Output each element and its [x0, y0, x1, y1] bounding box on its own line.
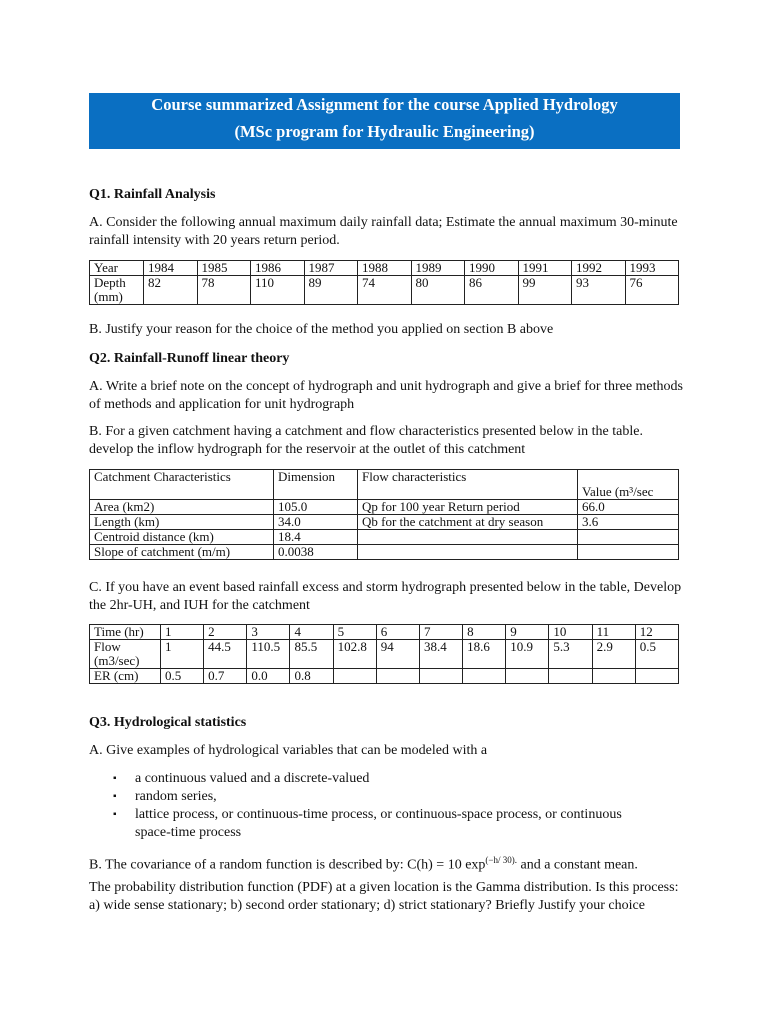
depth-label	[90, 276, 144, 305]
year-cell: 1984	[144, 261, 198, 276]
q2-b-line1: B. For a given catchment having a catchment and flow characteristics presented below in the table.	[89, 424, 643, 439]
depth-cell: 86	[465, 276, 519, 305]
depth-label-2: (mm)	[94, 289, 123, 304]
er-cell	[635, 669, 678, 684]
flow-cell: 85.5	[290, 640, 333, 669]
year-cell: 1986	[251, 261, 305, 276]
catchment-cell: Length (km)	[90, 515, 274, 530]
year-cell: 1991	[518, 261, 572, 276]
year-label: Year	[90, 261, 144, 276]
time-cell: 5	[333, 625, 376, 640]
q3-b-exponent: (−h/ 30).	[485, 855, 517, 865]
flow-cell: 94	[376, 640, 419, 669]
banner-subtitle: (MSc program for Hydraulic Engineering)	[234, 122, 535, 141]
time-label: Time (hr)	[90, 625, 161, 640]
catchment-table	[89, 469, 679, 560]
flow-cell: 0.5	[635, 640, 678, 669]
year-cell: 1993	[625, 261, 679, 276]
q1-a-line1: A. Consider the following annual maximum daily rainfall data; Estimate the annual maximum 30-minute	[89, 215, 678, 230]
flow-cell: 10.9	[506, 640, 549, 669]
q3-a: A. Give examples of hydrological variables that can be modeled with a	[89, 743, 488, 758]
title-banner	[89, 93, 680, 149]
year-cell: 1992	[572, 261, 626, 276]
flow-cell: 38.4	[419, 640, 462, 669]
table-row	[90, 515, 679, 530]
depth-cell: 78	[197, 276, 251, 305]
er-cell: 0.8	[290, 669, 333, 684]
time-cell: 1	[161, 625, 204, 640]
q3-heading: Q3. Hydrological statistics	[89, 715, 247, 730]
q2-b-line2: develop the inflow hydrograph for the reservoir at the outlet of this catchment	[89, 442, 526, 457]
q2-c-line1: C. If you have an event based rainfall excess and storm hydrograph presented below in the table, Develop	[89, 580, 682, 595]
time-cell: 7	[419, 625, 462, 640]
time-cell: 8	[463, 625, 506, 640]
year-cell: 1985	[197, 261, 251, 276]
flow-cell	[358, 545, 578, 560]
dimension-cell: 18.4	[274, 530, 358, 545]
er-cell	[549, 669, 592, 684]
header-flow: Flow characteristics	[358, 470, 578, 500]
depth-row	[90, 276, 679, 305]
q1-a-line2: rainfall intensity with 20 years return period.	[89, 233, 340, 248]
time-cell: 6	[376, 625, 419, 640]
flow-cell: 2.9	[592, 640, 635, 669]
q3-bullet-list	[113, 770, 673, 842]
q3-pdf-line1: The probability distribution function (PDF) at a given location is the Gamma distribution. Is this process:	[89, 880, 679, 895]
time-cell: 4	[290, 625, 333, 640]
er-row	[90, 669, 679, 684]
value-cell: 3.6	[578, 515, 679, 530]
year-cell: 1989	[411, 261, 465, 276]
flow-cell: Qb for the catchment at dry season	[358, 515, 578, 530]
er-cell	[376, 669, 419, 684]
flow-label-2: (m3/sec)	[94, 653, 140, 668]
year-cell: 1987	[304, 261, 358, 276]
flow-cell: 1	[161, 640, 204, 669]
dimension-cell: 34.0	[274, 515, 358, 530]
er-cell	[506, 669, 549, 684]
flow-label-1: Flow	[94, 639, 121, 654]
flow-cell: 102.8	[333, 640, 376, 669]
time-cell: 10	[549, 625, 592, 640]
catchment-cell: Area (km2)	[90, 500, 274, 515]
catchment-cell: Slope of catchment (m/m)	[90, 545, 274, 560]
flow-cell: 18.6	[463, 640, 506, 669]
time-cell: 11	[592, 625, 635, 640]
table-row	[90, 530, 679, 545]
q2-a-line2: of methods and application for unit hydrograph	[89, 397, 355, 412]
flow-cell: 5.3	[549, 640, 592, 669]
table-row	[90, 500, 679, 515]
depth-cell: 99	[518, 276, 572, 305]
catchment-cell: Centroid distance (km)	[90, 530, 274, 545]
depth-cell: 82	[144, 276, 198, 305]
er-cell	[419, 669, 462, 684]
depth-cell: 80	[411, 276, 465, 305]
depth-cell: 74	[358, 276, 412, 305]
er-cell: 0.5	[161, 669, 204, 684]
rainfall-table	[89, 260, 679, 305]
catchment-header-row	[90, 470, 679, 500]
value-cell	[578, 545, 679, 560]
list-item: ▪ lattice process, or continuous-time process, or continuous-space process, or continuous space-time process	[113, 806, 673, 842]
year-cell: 1990	[465, 261, 519, 276]
time-cell: 12	[635, 625, 678, 640]
header-value: Value (m³/sec	[578, 470, 679, 500]
time-cell: 2	[204, 625, 247, 640]
q2-a-line1: A. Write a brief note on the concept of hydrograph and unit hydrograph and give a brief for three methods	[89, 379, 683, 394]
er-cell	[333, 669, 376, 684]
depth-cell: 76	[625, 276, 679, 305]
time-cell: 3	[247, 625, 290, 640]
flow-row	[90, 640, 679, 669]
q1-b: B. Justify your reason for the choice of the method you applied on section B above	[89, 322, 554, 337]
er-cell	[463, 669, 506, 684]
year-cell: 1988	[358, 261, 412, 276]
er-cell: 0.7	[204, 669, 247, 684]
er-cell	[592, 669, 635, 684]
q2-heading: Q2. Rainfall-Runoff linear theory	[89, 351, 290, 366]
header-dimension: Dimension	[274, 470, 358, 500]
q3-b	[89, 851, 638, 875]
q2-c-line2: the 2hr-UH, and IUH for the catchment	[89, 598, 310, 613]
flow-label	[90, 640, 161, 669]
er-label: ER (cm)	[90, 669, 161, 684]
dimension-cell: 0.0038	[274, 545, 358, 560]
storm-table	[89, 624, 679, 684]
list-item: ▪ a continuous valued and a discrete-valued	[113, 770, 673, 788]
year-row	[90, 261, 679, 276]
dimension-cell: 105.0	[274, 500, 358, 515]
table-row	[90, 545, 679, 560]
depth-cell: 93	[572, 276, 626, 305]
flow-cell: Qp for 100 year Return period	[358, 500, 578, 515]
q3-b-suffix: and a constant mean.	[517, 857, 638, 873]
depth-cell: 89	[304, 276, 358, 305]
time-cell: 9	[506, 625, 549, 640]
header-catchment: Catchment Characteristics	[90, 470, 274, 500]
banner-title: Course summarized Assignment for the course Applied Hydrology	[151, 95, 618, 114]
q3-b-text: B. The covariance of a random function is described by: C(h) = 10 exp	[89, 857, 486, 873]
depth-label-1: Depth	[94, 275, 126, 290]
flow-cell	[358, 530, 578, 545]
value-cell: 66.0	[578, 500, 679, 515]
er-cell: 0.0	[247, 669, 290, 684]
time-row	[90, 625, 679, 640]
q1-heading: Q1. Rainfall Analysis	[89, 187, 216, 202]
flow-cell: 44.5	[204, 640, 247, 669]
flow-cell: 110.5	[247, 640, 290, 669]
value-cell	[578, 530, 679, 545]
q3-pdf-line2: a) wide sense stationary; b) second order stationary; d) strict stationary? Briefly Justify your choice	[89, 898, 645, 913]
list-item: ▪ random series,	[113, 788, 673, 806]
depth-cell: 110	[251, 276, 305, 305]
